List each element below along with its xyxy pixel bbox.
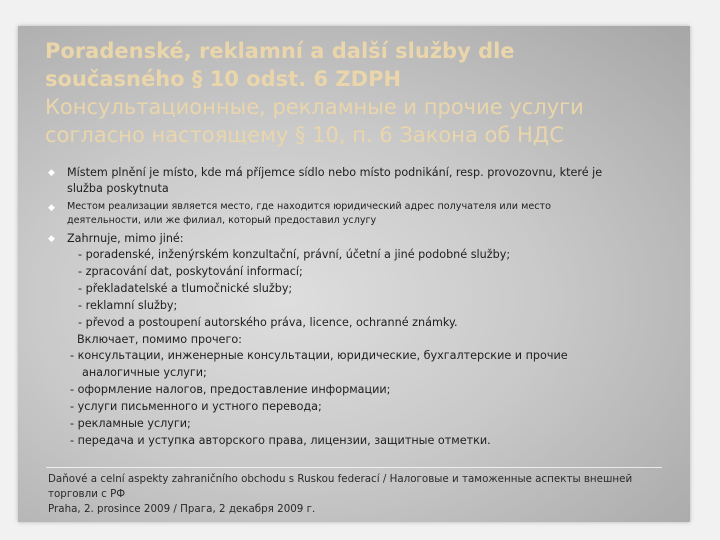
footer-line-1: Daňové a celní aspekty zahraničního obchodu s Ruskou federací / Налоговые и таможенные аспекты внешней [48, 473, 633, 485]
footer-line-2: торговли с РФ [48, 488, 126, 500]
title-cz-line-1: Poradenské, reklamní a další služby dle [45, 39, 515, 63]
ru-intro: Включает, помимо прочего: [77, 332, 242, 346]
bullet-marker-icon: ◆ [48, 168, 55, 178]
list-item: - převod a postoupení autorského práva, licence, ochranné známky. [78, 315, 458, 329]
bullet-marker-icon: ◆ [48, 234, 55, 244]
list-item: - zpracování dat, poskytování informací; [78, 264, 303, 278]
list-item: - консультации, инженерные консультации, юридические, бухгалтерские и прочие [70, 349, 568, 363]
footer-divider [46, 467, 662, 468]
title-ru-line-1: Консультационные, рекламные и прочие услуги [45, 95, 584, 119]
list-item: - рекламные услуги; [70, 417, 191, 431]
bullet-text: Местом реализации является место, где находится юридический адрес получателя или место деятельности, или же филиал, который предоставил услугу [67, 201, 551, 226]
title-cz-line-2: současného § 10 odst. 6 ZDPH [45, 67, 402, 91]
list-item: - překladatelské a tlumočnické služby; [78, 281, 293, 295]
bullet-marker-icon: ◆ [48, 203, 55, 213]
list-item: - reklamní služby; [78, 298, 178, 312]
list-item: - передача и уступка авторского права, лицензии, защитные отметки. [70, 433, 491, 447]
list-item: - poradenské, inženýrském konzultační, právní, účetní a jiné podobné služby; [78, 248, 511, 261]
bullet-item [48, 165, 688, 197]
list-item: - услуги письменного и устного перевода; [70, 400, 322, 414]
bullet-item [48, 200, 688, 228]
bullet-text: Zahrnuje, mimo jiné: [67, 232, 184, 245]
list-item: - оформление налогов, предоставление информации; [70, 383, 391, 397]
slide-content [48, 165, 688, 450]
bullet-text: Místem plnění je místo, kde má příjemce sídlo nebo místo podnikání, resp. provozovnu, které je služba poskytnuta [67, 166, 603, 195]
list-item: аналогичные услуги; [82, 366, 207, 380]
footer-line-3: Praha, 2. prosince 2009 / Прага, 2 декабря 2009 г. [48, 503, 316, 515]
slide [18, 26, 690, 522]
title-ru-line-2: согласно настоящему § 10, п. 6 Закона об НДС [45, 123, 564, 147]
slide-footer [48, 472, 678, 517]
bullet-item [48, 231, 688, 247]
slide-title [45, 37, 685, 149]
